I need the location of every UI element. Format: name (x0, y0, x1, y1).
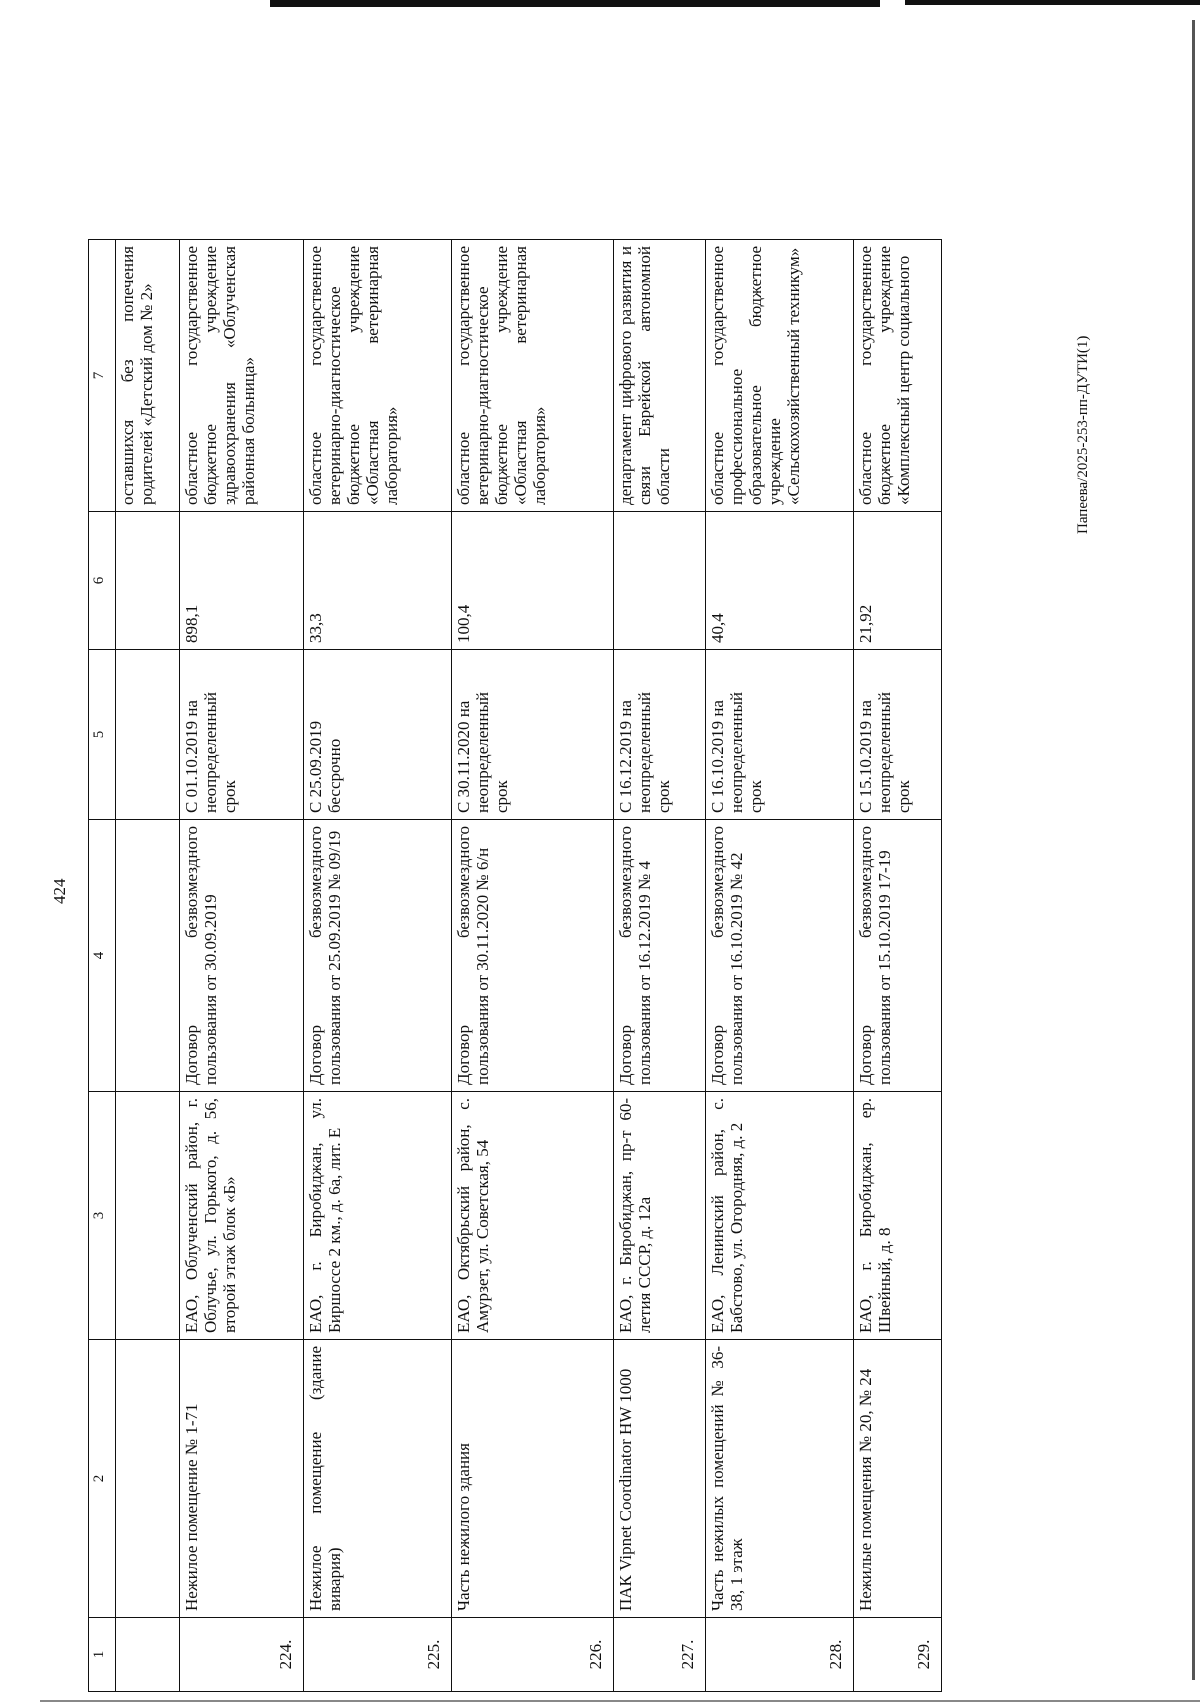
column-number: 4 (89, 820, 116, 1092)
column-number: 5 (89, 650, 116, 820)
property-table (88, 239, 942, 1692)
holder-cell: областное государственное ветеринарно-диагностическое бюджетное учреждение «Областная ветеринарная лаборатория» (452, 240, 614, 512)
column-number: 7 (89, 240, 116, 512)
document-code: Папеева/2025-253-пп-ДУТИ(1) (1075, 335, 1091, 534)
term-cell: С 16.12.2019 на неопределенный срок (614, 650, 706, 820)
area-cell: 40,4 (706, 512, 854, 650)
row-number: 228. (706, 1618, 854, 1692)
address-cell: ЕАО, г. Биробиджан, ер. Швейный, д. 8 (854, 1092, 942, 1340)
area-cell: 898,1 (180, 512, 304, 650)
contract-cell: Договор безвозмездного пользования от 30.09.2019 (180, 820, 304, 1092)
area-cell: 21,92 (854, 512, 942, 650)
continuation-row (116, 240, 180, 1692)
table-row (706, 240, 854, 1692)
row-number: 227. (614, 1618, 706, 1692)
object-cell: Нежилые помещения № 20, № 24 (854, 1340, 942, 1618)
column-number: 3 (89, 1092, 116, 1340)
table-row (304, 240, 452, 1692)
column-number: 2 (89, 1340, 116, 1618)
rotated-page-content (0, 66, 1200, 1704)
term-cell: С 30.11.2020 на неопределенный срок (452, 650, 614, 820)
address-cell: ЕАО, Ленинский район, с. Бабстово, ул. Огородняя, д. 2 (706, 1092, 854, 1340)
contract-cell: Договор безвозмездного пользования от 15.10.2019 17-19 (854, 820, 942, 1092)
table-row (614, 240, 706, 1692)
term-cell: С 16.10.2019 на неопределенный срок (706, 650, 854, 820)
table-row (180, 240, 304, 1692)
column-number: 1 (89, 1618, 116, 1692)
holder-cell: департамент цифрового развития и связи Еврейской автономной области (614, 240, 706, 512)
column-number: 6 (89, 512, 116, 650)
object-cell: Часть нежилого здания (452, 1340, 614, 1618)
scan-edge-top-right (905, 0, 1200, 5)
area-cell: 33,3 (304, 512, 452, 650)
contract-cell: Договор безвозмездного пользования от 16.10.2019 № 42 (706, 820, 854, 1092)
page-number: 424 (50, 878, 69, 904)
term-cell: С 25.09.2019 бессрочно (304, 650, 452, 820)
holder-cell: областное государственное бюджетное учреждение здравоохранения «Облученская районная больница» (180, 240, 304, 512)
row-number: 226. (452, 1618, 614, 1692)
row-number: 225. (304, 1618, 452, 1692)
column-number-row (89, 240, 116, 1692)
object-cell: Нежилое помещение № 1-71 (180, 1340, 304, 1618)
term-cell: С 15.10.2019 на неопределенный срок (854, 650, 942, 820)
holder-cell: оставшихся без попечения родителей «Детский дом № 2» (116, 240, 180, 512)
address-cell: ЕАО, г. Биробиджан, пр-т 60-летия СССР, д. 12а (614, 1092, 706, 1340)
holder-cell: областное государственное бюджетное учреждение «Комплексный центр социального (854, 240, 942, 512)
table-row (452, 240, 614, 1692)
object-cell: Нежилое помещение (здание вивария) (304, 1340, 452, 1618)
contract-cell: Договор безвозмездного пользования от 25.09.2019 № 09/19 (304, 820, 452, 1092)
object-cell: Часть нежилых помещений № 36-38, 1 этаж (706, 1340, 854, 1618)
scan-edge-top-left (270, 0, 880, 7)
contract-cell: Договор безвозмездного пользования от 16.12.2019 № 4 (614, 820, 706, 1092)
address-cell: ЕАО, г. Биробиджан, ул. Биршоссе 2 км., д. 6а, лит. Е (304, 1092, 452, 1340)
address-cell: ЕАО, Облученский район, г. Облучье, ул. Горького, д. 56, второй этаж блок «Б» (180, 1092, 304, 1340)
area-cell (614, 512, 706, 650)
holder-cell: областное государственное ветеринарно-диагностическое бюджетное учреждение «Областная ветеринарная лаборатория» (304, 240, 452, 512)
row-number: 229. (854, 1618, 942, 1692)
address-cell: ЕАО, Октябрьский район, с. Амурзет, ул. Советская, 54 (452, 1092, 614, 1340)
contract-cell: Договор безвозмездного пользования от 30.11.2020 № 6/н (452, 820, 614, 1092)
row-number: 224. (180, 1618, 304, 1692)
term-cell: С 01.10.2019 на неопределенный срок (180, 650, 304, 820)
holder-cell: областное государственное профессиональное образовательное бюджетное учреждение «Сельскохозяйственный техникум» (706, 240, 854, 512)
object-cell: ПАК Vipnet Coordinator HW 1000 (614, 1340, 706, 1618)
table-row (854, 240, 942, 1692)
area-cell: 100,4 (452, 512, 614, 650)
